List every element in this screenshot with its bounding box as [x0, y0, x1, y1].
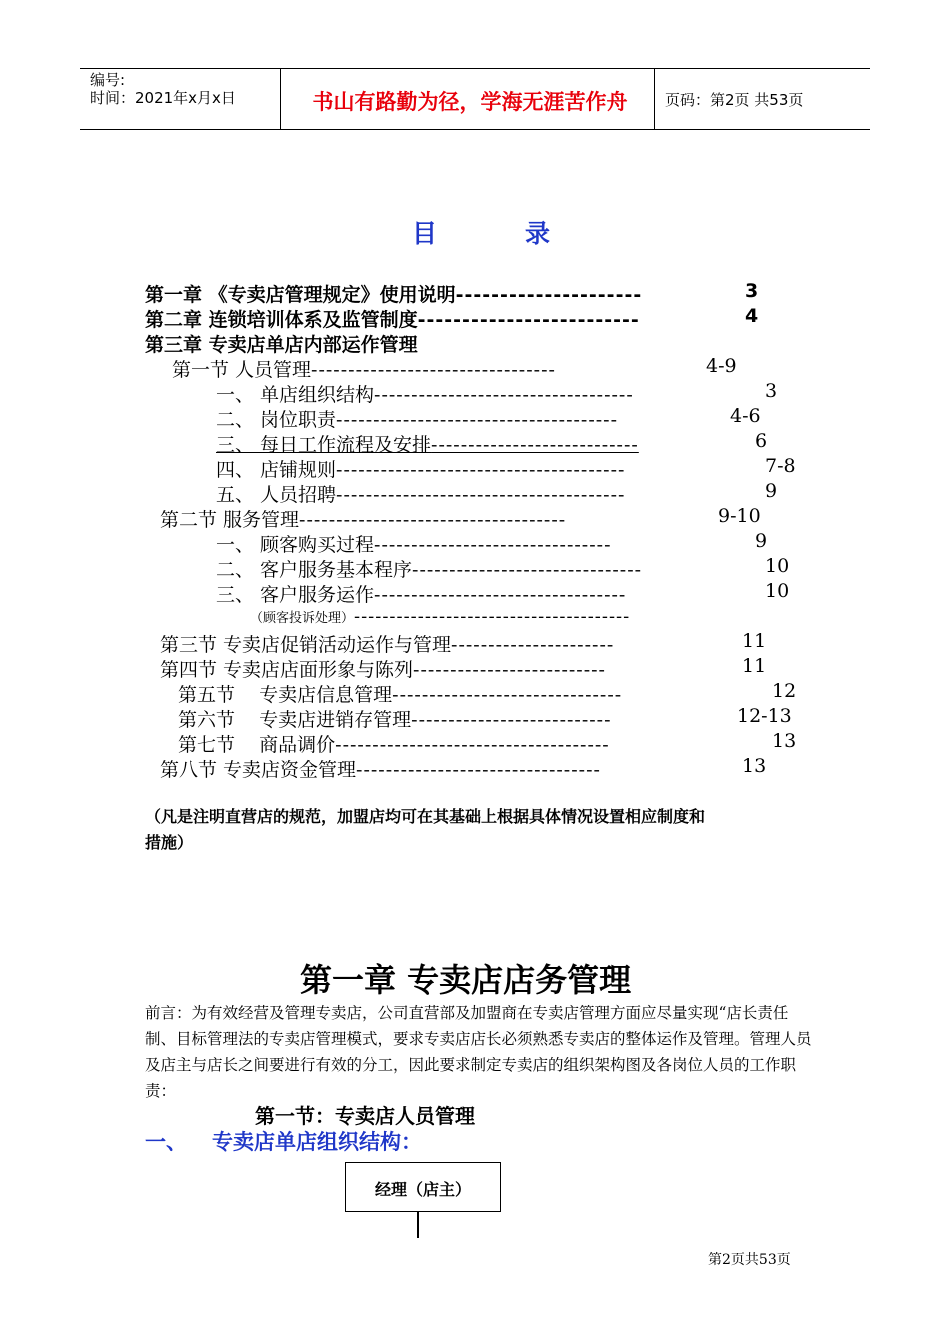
toc-entry: 第二章 连锁培训体系及监管制度-------------------------	[145, 309, 640, 331]
header-divider	[280, 69, 281, 129]
toc-entry: 第四节 专卖店店面形象与陈列--------------------------	[160, 659, 606, 681]
toc-entry: 四、 店铺规则---------------------------------------	[216, 459, 626, 481]
toc-note-line-2: 措施）	[145, 833, 194, 852]
toc-page: 4	[745, 305, 759, 327]
toc-entry: 二、 岗位职责--------------------------------------	[216, 409, 619, 431]
serial-label: 编号:	[90, 71, 126, 89]
toc-page: 3	[765, 380, 778, 402]
footer-page-number: 第2页共53页	[708, 1252, 791, 1268]
toc-title-2: 录	[525, 219, 551, 248]
toc-entry: 二、 客户服务基本程序-------------------------------	[216, 559, 643, 581]
subsection-number: 一、	[145, 1130, 187, 1154]
org-chart-manager-box	[345, 1162, 501, 1212]
toc-entry: 第五节 专卖店信息管理-------------------------------	[178, 684, 623, 706]
toc-entry: 第三节 专卖店促销活动运作与管理----------------------	[160, 634, 615, 656]
org-chart-manager-label: 经理（店主）	[374, 1180, 471, 1199]
toc-page: 11	[742, 655, 767, 677]
chapter-preface: 前言：为有效经营及管理专卖店，公司直营部及加盟商在专卖店管理方面应尽量实现“店长责任制、目标管理法的专卖店管理模式，要求专卖店店长必须熟悉专卖店的整体运作及管理。管理人员及店主与店长之间要进行有效的分工，因此要求制定专卖店的组织架构图及各岗位人员的工作职责：	[145, 1004, 812, 1100]
toc-page: 10	[765, 580, 790, 602]
toc-entry: 第七节 商品调价-------------------------------------	[178, 734, 610, 756]
toc-page: 9	[755, 530, 768, 552]
toc-entry: （顾客投诉处理）---------------------------------------	[250, 606, 631, 627]
header-page-info: 页码：第2页 共53页	[665, 91, 804, 109]
toc-entry: 第八节 专卖店资金管理---------------------------------	[160, 759, 601, 781]
toc-page: 4-6	[730, 405, 761, 427]
toc-title-1: 目	[412, 219, 438, 248]
toc-entry: 一、 单店组织结构-----------------------------------	[216, 384, 634, 406]
toc-page: 13	[772, 730, 797, 752]
toc-page: 9	[765, 480, 778, 502]
org-chart-connector	[417, 1212, 419, 1238]
toc-entry: 五、 人员招聘---------------------------------------	[216, 484, 626, 506]
toc-page: 13	[742, 755, 767, 777]
toc-page: 10	[765, 555, 790, 577]
toc-page: 7-8	[765, 455, 796, 477]
section-title: 第一节：专卖店人员管理	[255, 1104, 475, 1128]
toc-entry: 第一节 人员管理---------------------------------	[172, 359, 556, 381]
header-motto: 书山有路勤为径，学海无涯苦作舟	[312, 90, 628, 114]
header-meta	[90, 71, 236, 107]
toc-entry: 三、 客户服务运作----------------------------------	[216, 584, 627, 606]
toc-page: 3	[745, 280, 759, 302]
toc-entry: 第三章 专卖店单店内部运作管理	[145, 334, 418, 356]
toc-page: 12	[772, 680, 797, 702]
toc-page: 12-13	[737, 705, 792, 727]
toc-entry: 第一章 《专卖店管理规定》使用说明---------------------	[145, 284, 643, 306]
page-header	[80, 68, 870, 130]
toc-page: 9-10	[718, 505, 761, 527]
chapter-title: 第一章 专卖店店务管理	[300, 961, 632, 999]
header-divider	[654, 69, 655, 129]
toc-page: 6	[755, 430, 768, 452]
toc-entry: 第六节 专卖店进销存管理---------------------------	[178, 709, 612, 731]
toc-page: 11	[742, 630, 767, 652]
subsection-title: 专卖店单店组织结构：	[212, 1130, 422, 1154]
toc-entry: 三、 每日工作流程及安排----------------------------	[216, 434, 639, 456]
toc-entry: 第二节 服务管理------------------------------------	[160, 509, 567, 531]
toc-page: 4-9	[706, 355, 737, 377]
toc-entry: 一、 顾客购买过程--------------------------------	[216, 534, 612, 556]
date-label: 时间：2021年x月x日	[90, 89, 236, 107]
toc-note-line-1: （凡是注明直营店的规范，加盟店均可在其基础上根据具体情况设置相应制度和	[145, 807, 706, 826]
